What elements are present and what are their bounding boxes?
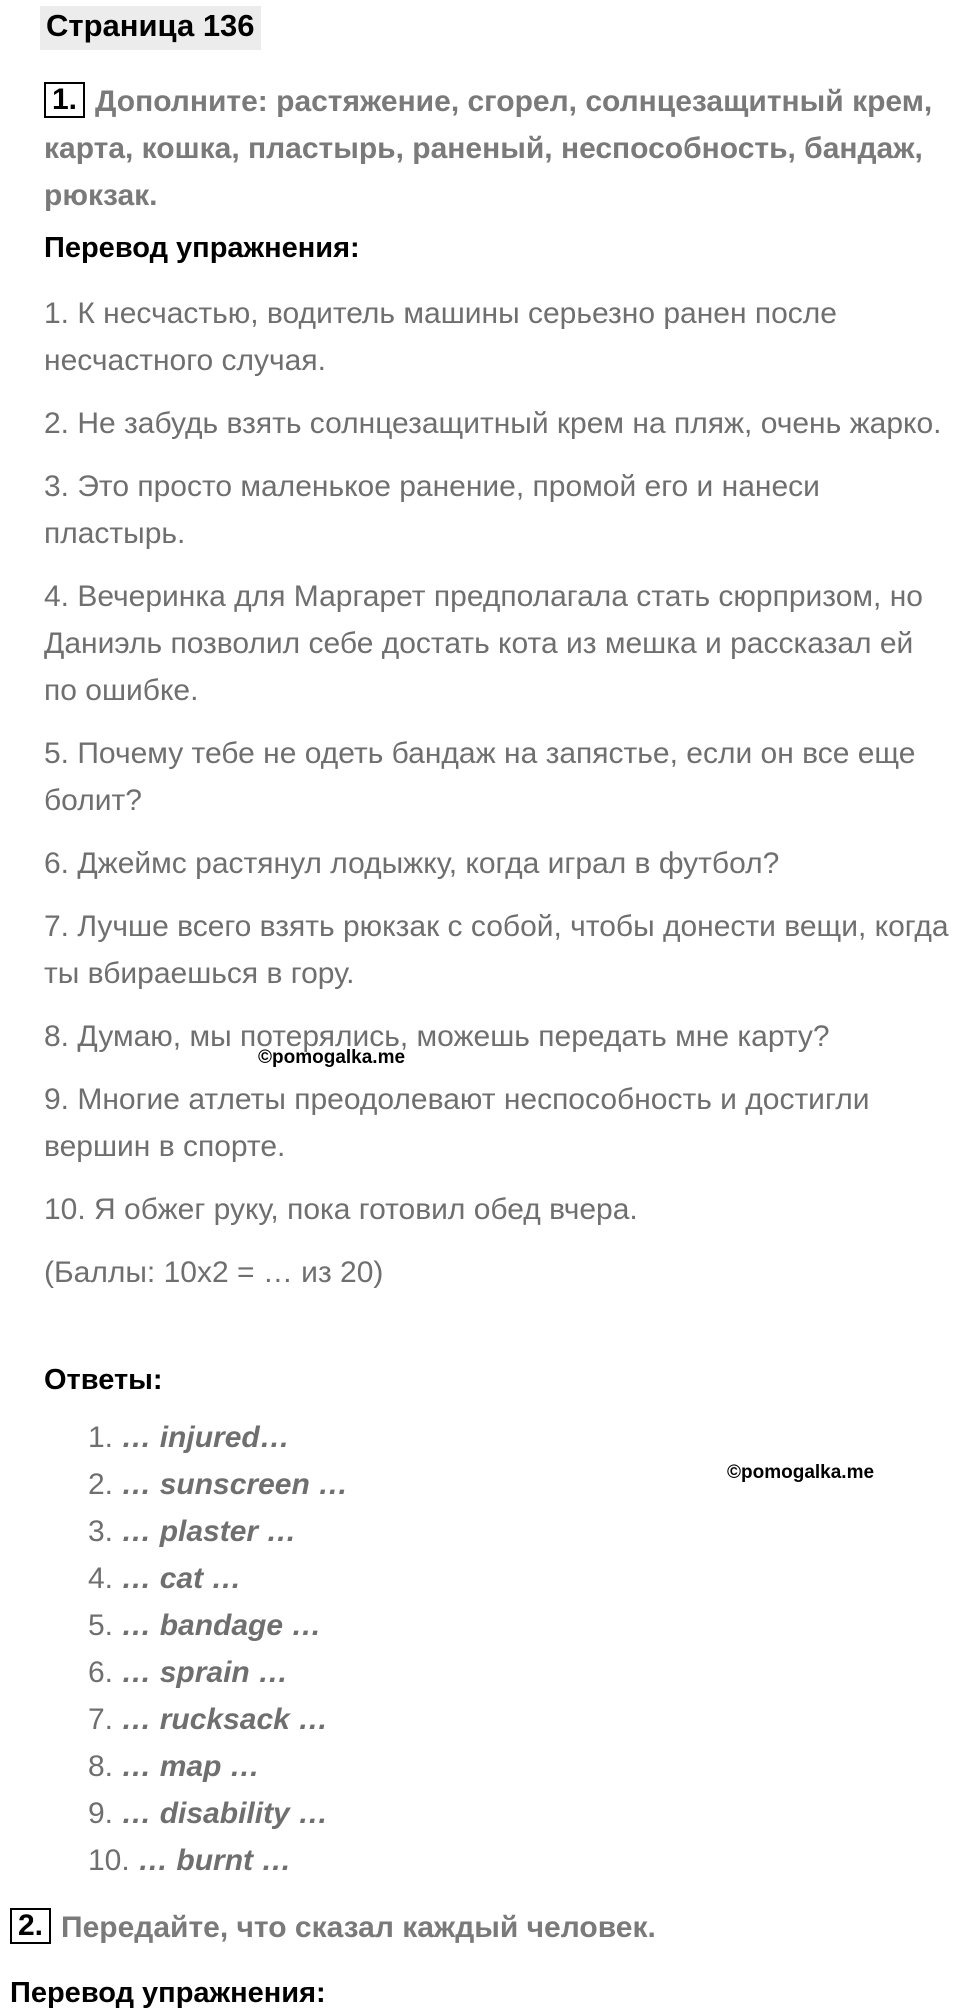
translation-item: 3. Это просто маленькое ранение, промой его и нанеси пластырь. — [44, 470, 820, 550]
translation-item: 8. Думаю, мы потерялись, можешь передать мне карту? — [44, 1020, 830, 1053]
answer-number: 3. — [88, 1515, 114, 1548]
exercise-2-translation-heading: Перевод упражнения: — [10, 1977, 326, 2009]
exercise-1-translation-heading: Перевод упражнения: — [44, 232, 360, 264]
answer-number: 9. — [88, 1797, 114, 1830]
watermark: ©pomogalka.me — [727, 1462, 875, 1483]
answer-item — [88, 1649, 348, 1696]
translation-item: 6. Джеймс растянул лодыжку, когда играл в футбол? — [44, 847, 780, 880]
answer-text: … cat … — [121, 1562, 242, 1595]
answers-list — [88, 1414, 348, 1884]
exercise-2-number: 2. — [10, 1908, 51, 1944]
answer-item — [88, 1414, 348, 1461]
answer-number: 6. — [88, 1656, 114, 1689]
exercise-2-instruction-text: Передайте, что сказал каждый человек. — [61, 1911, 656, 1944]
answers-heading: Ответы: — [44, 1364, 163, 1396]
answer-item — [88, 1790, 348, 1837]
answer-text: … burnt … — [138, 1844, 292, 1877]
answer-number: 1. — [88, 1421, 114, 1454]
answer-text: … disability … — [121, 1797, 329, 1830]
answer-number: 5. — [88, 1609, 114, 1642]
answer-item — [88, 1743, 348, 1790]
exercise-1-number: 1. — [44, 82, 85, 118]
translation-item: 4. Вечеринка для Маргарет предполагала стать сюрпризом, но Даниэль позволил себе достать кота из мешка и рассказал ей по ошибке. — [44, 580, 923, 707]
answer-number: 10. — [88, 1844, 130, 1877]
answer-item — [88, 1461, 348, 1508]
answer-text: … sprain … — [121, 1656, 289, 1689]
answer-number: 8. — [88, 1750, 114, 1783]
translation-item: 1. К несчастью, водитель машины серьезно ранен после несчастного случая. — [44, 297, 837, 377]
translation-item: 2. Не забудь взять солнцезащитный крем на пляж, очень жарко. — [44, 407, 942, 440]
answer-text: … map … — [121, 1750, 260, 1783]
translation-item: 10. Я обжег руку, пока готовил обед вчера. — [44, 1193, 638, 1226]
watermark: ©pomogalka.me — [258, 1047, 406, 1068]
answer-item — [88, 1555, 348, 1602]
exercise-1-instruction — [44, 78, 944, 219]
translation-list — [44, 290, 954, 1312]
answer-text: … bandage … — [121, 1609, 322, 1642]
answer-item — [88, 1508, 348, 1555]
translation-item: 7. Лучше всего взять рюкзак с собой, чтобы донести вещи, когда ты вбираешься в гору. — [44, 910, 949, 990]
answer-text: … plaster … — [121, 1515, 297, 1548]
exercise-1-instruction-text: Дополните: растяжение, сгорел, солнцезащитный крем, карта, кошка, пластырь, раненый, неспособность, бандаж, рюкзак. — [44, 85, 933, 212]
answer-item — [88, 1837, 348, 1884]
answer-text: … rucksack … — [121, 1703, 329, 1736]
answer-number: 2. — [88, 1468, 114, 1501]
answer-item — [88, 1602, 348, 1649]
page-title: Страница 136 — [40, 6, 261, 50]
answer-number: 4. — [88, 1562, 114, 1595]
answer-item — [88, 1696, 348, 1743]
answer-text: … sunscreen … — [121, 1468, 349, 1501]
translation-item: 5. Почему тебе не одеть бандаж на запястье, если он все еще болит? — [44, 737, 916, 817]
translation-item: 9. Многие атлеты преодолевают неспособность и достигли вершин в спорте. — [44, 1083, 870, 1163]
answer-text: … injured… — [121, 1421, 290, 1454]
answer-number: 7. — [88, 1703, 114, 1736]
exercise-2-instruction — [10, 1908, 656, 1945]
score-note: (Баллы: 10х2 = … из 20) — [44, 1256, 384, 1289]
